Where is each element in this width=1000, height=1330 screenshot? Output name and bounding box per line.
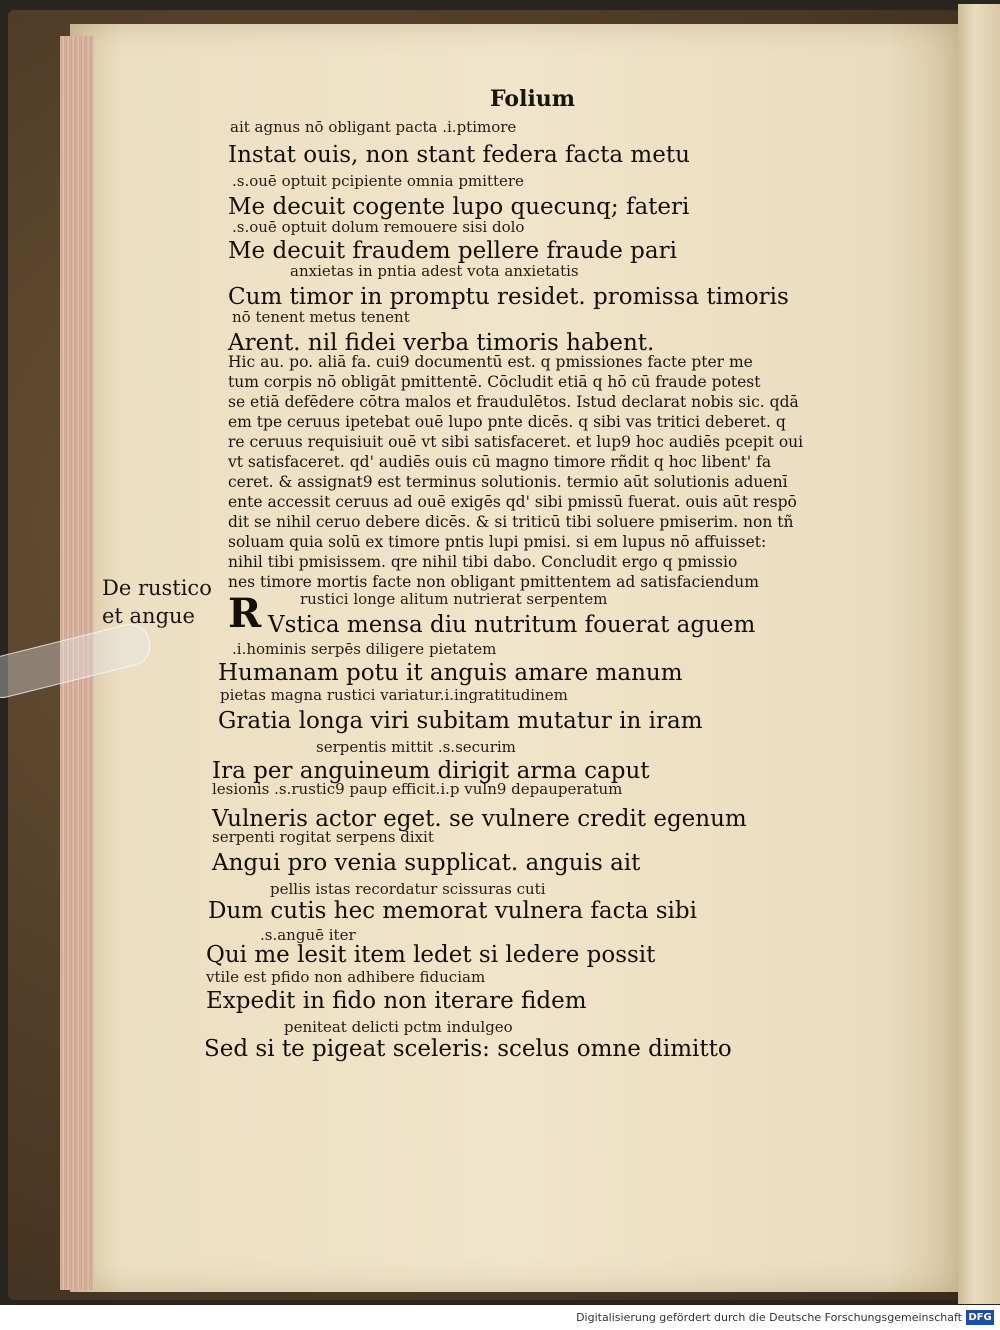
gloss-line: vtile est pfido non adhibere fiduciam — [206, 968, 486, 986]
verse-line: Ira per anguineum dirigit arma caput — [212, 758, 650, 784]
gloss-line: peniteat delicti pctm indulgeo — [284, 1018, 513, 1036]
prose-line: re ceruus requisiuit ouē vt sibi satisfaceret. et lup9 hoc audiēs pcepit oui — [228, 433, 804, 451]
decorated-initial: R — [228, 590, 262, 637]
verse-line: Instat ouis, non stant federa facta metu — [228, 142, 690, 168]
prose-line: Hic au. po. aliā fa. cui9 documentū est. q pmissiones facte pter me — [228, 353, 753, 371]
prose-line: nihil tibi pmisissem. qre nihil tibi dabo. Concludit ergo q pmissio — [228, 553, 738, 571]
gloss-line: lesionis .s.rustic9 paup efficit.i.p vuln9 depauperatum — [212, 780, 623, 798]
verse-line: Angui pro venia supplicat. anguis ait — [212, 850, 641, 876]
gloss-line: pietas magna rustici variatur.i.ingratitudinem — [220, 686, 568, 704]
gloss-line: serpenti rogitat serpens dixit — [212, 828, 434, 846]
footer-bar — [0, 1305, 1000, 1330]
gloss-line: .i.hominis serpēs diligere pietatem — [232, 640, 497, 658]
verse-line: Dum cutis hec memorat vulnera facta sibi — [208, 898, 697, 924]
verse-line: Qui me lesit item ledet si ledere possit — [206, 942, 656, 968]
gloss-line: .s.ouē optuit dolum remouere sisi dolo — [232, 218, 525, 236]
gloss-line: serpentis mittit .s.securim — [316, 738, 516, 756]
prose-line: nes timore mortis facte non obligant pmittentem ad satisfaciendum — [228, 573, 759, 591]
gloss-line: pellis istas recordatur scissuras cuti — [270, 880, 546, 898]
prose-line: em tpe ceruus ipetebat ouē lupo pnte dicēs. q sibi vas tritici deberet. q — [228, 413, 786, 431]
prose-line: vt satisfaceret. qd' audiēs ouis cū magno timore rñdit q hoc libent' fa — [228, 453, 772, 471]
gloss-line: nō tenent metus tenent — [232, 308, 410, 326]
marginal-heading-line: et angue — [102, 604, 195, 628]
prose-line: ente accessit ceruus ad ouē exigēs qd' sibi pmissū fuerat. ouis aūt respō — [228, 493, 797, 511]
verse-line: Me decuit cogente lupo quecunq; fateri — [228, 194, 690, 220]
dfg-logo: DFG — [966, 1310, 994, 1325]
prose-line: tum corpis nō obligāt pmittentē. Cōcludit etiā q hō cū fraude potest — [228, 373, 761, 391]
facing-page-edge — [958, 4, 1000, 1304]
verse-line: Gratia longa viri subitam mutatur in iram — [218, 708, 703, 734]
marginal-heading-line: De rustico — [102, 576, 212, 600]
prose-line: se etiā defēdere cōtra malos et fraudulētos. Istud declarat nobis sic. qdā — [228, 393, 799, 411]
verse-line: Humanam potu it anguis amare manum — [218, 660, 683, 686]
gloss-line: .s.anguē iter — [260, 926, 356, 944]
marginal-heading — [102, 574, 212, 630]
gloss-line: rustici longe alitum nutrierat serpentem — [300, 590, 608, 608]
gloss-line: .s.ouē optuit pcipiente omnia pmittere — [232, 172, 524, 190]
prose-line: soluam quia solū ex timore pntis lupi pmisi. si em lupus nō affuisset: — [228, 533, 767, 551]
prose-line: dit se nihil ceruo debere dicēs. & si triticū tibi soluere pmiserim. non tñ — [228, 513, 794, 531]
verse-line: Sed si te pigeat sceleris: scelus omne dimitto — [204, 1036, 732, 1062]
commentary-prose — [228, 352, 840, 592]
verse-line: Expedit in fido non iterare fidem — [206, 988, 587, 1014]
verse-line: Vstica mensa diu nutritum fouerat aguem — [268, 612, 756, 638]
gloss-line: ait agnus nō obligant pacta .i.ptimore — [230, 118, 517, 136]
verse-line: Arent. nil fidei verba timoris habent. — [228, 330, 655, 356]
page-header: Folium — [490, 86, 576, 112]
verse-line: Vulneris actor eget. se vulnere credit egenum — [212, 806, 747, 832]
prose-line: ceret. & assignat9 est terminus solutionis. termio aūt solutionis aduenī — [228, 473, 788, 491]
verse-line: Me decuit fraudem pellere fraude pari — [228, 238, 677, 264]
gloss-line: anxietas in pntia adest vota anxietatis — [290, 262, 579, 280]
funding-credit: Digitalisierung gefördert durch die Deutsche Forschungsgemeinschaft — [576, 1311, 962, 1324]
verse-line: Cum timor in promptu residet. promissa timoris — [228, 284, 789, 310]
